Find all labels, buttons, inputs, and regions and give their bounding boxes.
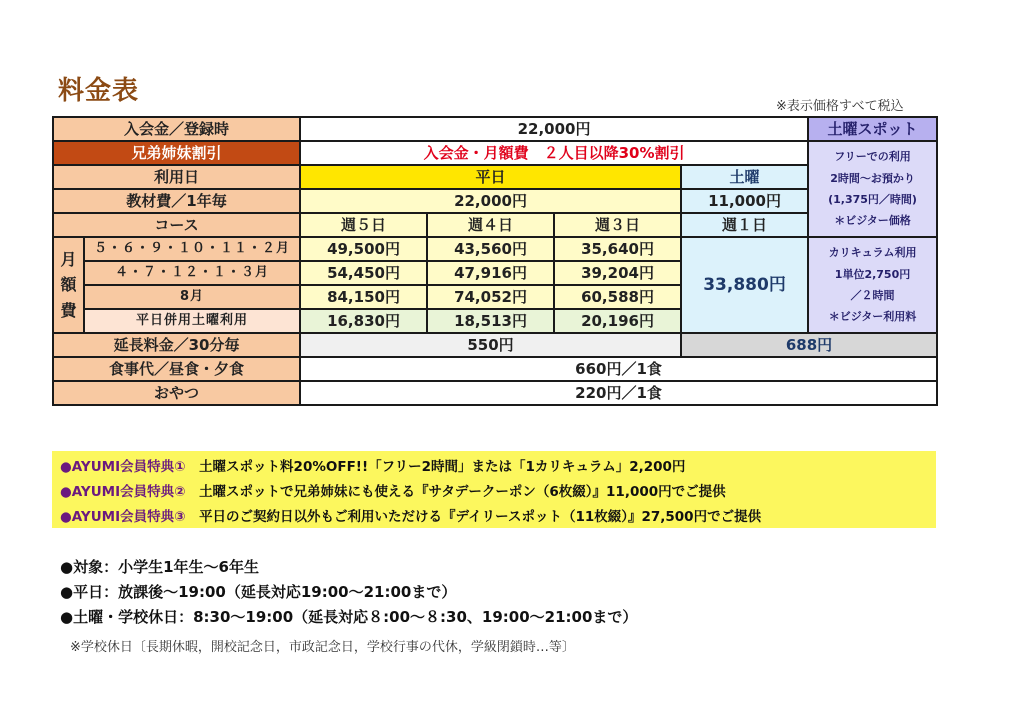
table-row-materials <box>53 189 937 213</box>
bullet-icon: ● <box>60 459 72 475</box>
monthly-w4: 47,916円 <box>427 261 554 285</box>
spot-curriculum-line: カリキュラム利用 <box>828 246 917 260</box>
materials-saturday: 11,000円 <box>681 189 808 213</box>
fee-table <box>52 116 938 406</box>
monthly-label: ４・７・１２・１・３月 <box>84 261 300 285</box>
perk-line <box>60 455 685 475</box>
monthly-w3: 60,588円 <box>554 285 681 309</box>
extension-saturday: 688円 <box>681 333 937 357</box>
table-row-monthly <box>53 237 937 261</box>
sibling-value: 入会金・月額費 ２人目以降30%割引 <box>300 141 808 165</box>
table-row-meals <box>53 357 937 381</box>
monthly-w3: 20,196円 <box>554 309 681 333</box>
perk-text: 土曜スポットで兄弟姉妹にも使える『サタデークーポン（6枚綴）』11,000円でご提供 <box>199 484 726 500</box>
materials-label: 教材費／1年毎 <box>53 189 300 213</box>
perk-text: 土曜スポット料20%OFF!!「フリー2時間」または「1カリキュラム」2,200円 <box>199 459 686 475</box>
table-row-snack <box>53 381 937 405</box>
saturday-header: 土曜 <box>681 165 808 189</box>
table-row-course <box>53 213 937 237</box>
days-label: 利用日 <box>53 165 300 189</box>
course-w3: 週３日 <box>554 213 681 237</box>
perk-line <box>60 505 761 525</box>
weekday-header: 平日 <box>300 165 681 189</box>
monthly-label: 8月 <box>84 285 300 309</box>
perk-label: AYUMI会員特典③ <box>71 509 186 525</box>
table-row-extension <box>53 333 937 357</box>
perk-label: AYUMI会員特典① <box>71 459 186 475</box>
table-row-sibling <box>53 141 937 165</box>
monthly-w5: 84,150円 <box>300 285 427 309</box>
spot-free-line: ＊ビジター価格 <box>834 214 911 228</box>
monthly-w4: 18,513円 <box>427 309 554 333</box>
monthly-w3: 35,640円 <box>554 237 681 261</box>
snack-value: 220円／1食 <box>300 381 937 405</box>
tax-note: ※表示価格すべて税込 <box>776 99 904 114</box>
monthly-w4: 74,052円 <box>427 285 554 309</box>
perk-label: AYUMI会員特典② <box>71 484 186 500</box>
spot-curriculum-line: 1単位2,750円 <box>834 267 911 281</box>
monthly-w5: 54,450円 <box>300 261 427 285</box>
monthly-char: 額 <box>60 275 77 295</box>
info-saturday-hours: ●土曜・学校休日：8:30～19:00（延長対応８:00～８:30、19:00～21:00まで） <box>60 608 638 626</box>
meals-value: 660円／1食 <box>300 357 937 381</box>
monthly-char: 費 <box>60 300 77 320</box>
monthly-group-label <box>53 237 84 333</box>
monthly-char: 月 <box>60 249 77 269</box>
table-row-enrollment <box>53 117 937 141</box>
monthly-w5: 49,500円 <box>300 237 427 261</box>
spot-curriculum-line: ＊ビジター利用料 <box>828 310 917 324</box>
monthly-w4: 43,560円 <box>427 237 554 261</box>
spot-free-info <box>808 141 937 237</box>
info-weekday-hours: ●平日：放課後～19:00（延長対応19:00～21:00まで） <box>60 583 457 601</box>
spot-free-line: (1,375円／時間) <box>828 193 917 206</box>
info-target: ●対象：小学生1年生～6年生 <box>60 558 259 576</box>
extension-label: 延長料金／30分毎 <box>53 333 300 357</box>
bullet-icon: ● <box>60 509 72 525</box>
monthly-label: ５・６・９・１０・１１・２月 <box>84 237 300 261</box>
perk-line <box>60 480 726 500</box>
monthly-w3: 39,204円 <box>554 261 681 285</box>
sibling-label: 兄弟姉妹割引 <box>53 141 300 165</box>
spot-free-line: 2時間～お預かり <box>830 171 915 185</box>
saturday-spot-header: 土曜スポット <box>808 117 937 141</box>
course-w4: 週４日 <box>427 213 554 237</box>
extension-weekday: 550円 <box>300 333 681 357</box>
snack-label: おやつ <box>53 381 300 405</box>
page-title: 料金表 <box>58 76 140 106</box>
course-label: コース <box>53 213 300 237</box>
bullet-icon: ● <box>60 484 72 500</box>
meals-label: 食事代／昼食・夕食 <box>53 357 300 381</box>
course-sat: 週１日 <box>681 213 808 237</box>
school-holiday-note: ※学校休日〔長期休暇，開校記念日，市政記念日，学校行事の代休，学級閉鎖時…等〕 <box>70 640 575 655</box>
spot-curriculum-info <box>808 237 937 333</box>
enrollment-label: 入会金／登録時 <box>53 117 300 141</box>
spot-free-line: フリーでの利用 <box>834 150 911 164</box>
perk-text: 平日のご契約日以外もご利用いただける『デイリースポット（11枚綴）』27,500円でご提供 <box>199 509 762 525</box>
monthly-label: 平日併用土曜利用 <box>84 309 300 333</box>
saturday-monthly: 33,880円 <box>681 237 808 333</box>
spot-curriculum-line: ／２時間 <box>850 289 895 302</box>
table-row-days <box>53 165 937 189</box>
monthly-w5: 16,830円 <box>300 309 427 333</box>
enrollment-value: 22,000円 <box>300 117 808 141</box>
materials-weekday: 22,000円 <box>300 189 681 213</box>
course-w5: 週５日 <box>300 213 427 237</box>
